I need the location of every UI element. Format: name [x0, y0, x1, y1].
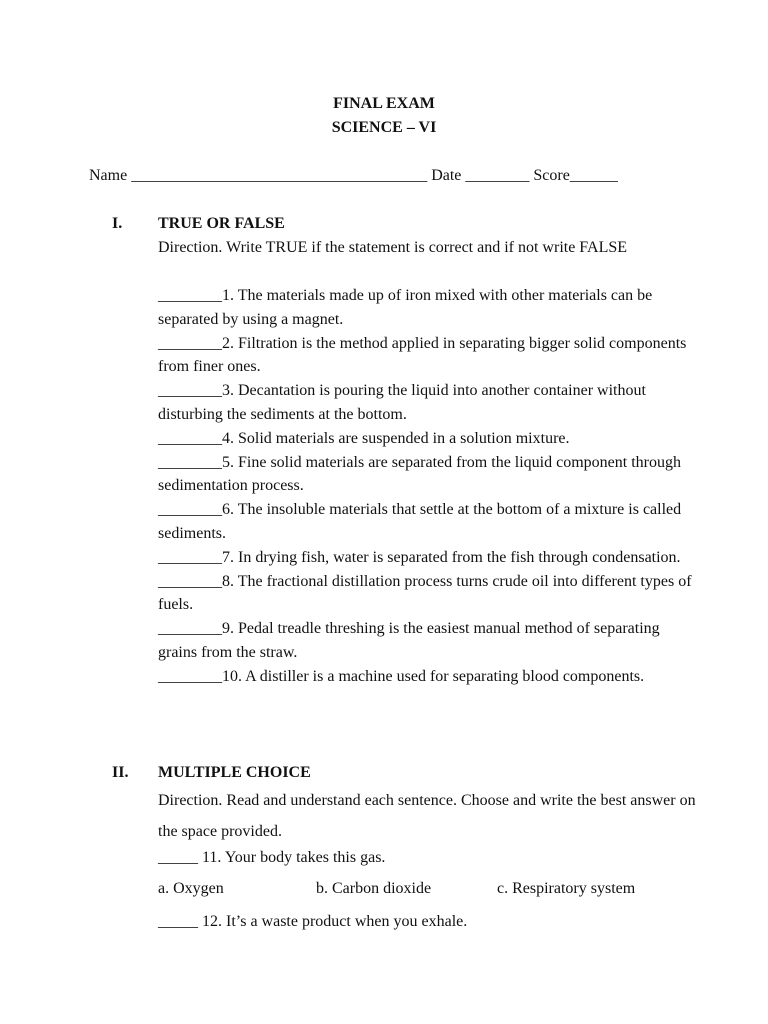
exam-title: FINAL EXAM [333, 95, 435, 112]
section-2-heading: MULTIPLE CHOICE [158, 764, 311, 781]
tf-item-7: ________7. In drying fish, water is separated from the fish through condensation. [158, 548, 681, 566]
section-2-number: II. [112, 764, 129, 781]
tf-item-1: ________1. The materials made up of iron mixed with other materials can be separated by using a magnet. [158, 287, 653, 328]
tf-item-6: ________6. The insoluble materials that settle at the bottom of a mixture is called sediments. [158, 501, 682, 542]
tf-item-5: ________5. Fine solid materials are separated from the liquid component through sedimentation process. [158, 453, 681, 495]
section-1-number: I. [112, 215, 123, 232]
name-date-score-line: Name _____________________________________ Date ________ Score______ [89, 167, 618, 184]
tf-item-9: ________9. Pedal treadle threshing is the easiest manual method of separating grains from the straw. [158, 620, 660, 661]
mc-question-12: _____ 12. It’s a waste product when you exhale. [158, 913, 468, 930]
tf-item-10: ________10. A distiller is a machine used for separating blood components. [158, 667, 645, 685]
section-1-heading: TRUE OR FALSE [158, 215, 285, 232]
choice-a: a. Oxygen [158, 880, 224, 897]
true-false-items [158, 284, 698, 689]
choice-b: b. Carbon dioxide [316, 880, 432, 897]
mc-question-11: _____ 11. Your body takes this gas. [158, 849, 386, 866]
section-2-direction: Direction. Read and understand each sentence. Choose and write the best answer on the space provided. [158, 792, 696, 840]
exam-subject: SCIENCE – VI [331, 119, 437, 136]
tf-item-4: ________4. Solid materials are suspended in a solution mixture. [158, 429, 570, 447]
choice-c: c. Respiratory system [497, 880, 636, 897]
tf-item-3: ________3. Decantation is pouring the liquid into another container without disturbing the sediments at the bottom. [158, 382, 646, 423]
section-1-direction: Direction. Write TRUE if the statement is correct and if not write FALSE [158, 239, 628, 256]
tf-item-8: ________8. The fractional distillation process turns crude oil into different types of fuels. [158, 572, 692, 614]
mc-question-11-choices [158, 879, 698, 899]
tf-item-2: ________2. Filtration is the method applied in separating bigger solid components from finer ones. [158, 334, 687, 376]
